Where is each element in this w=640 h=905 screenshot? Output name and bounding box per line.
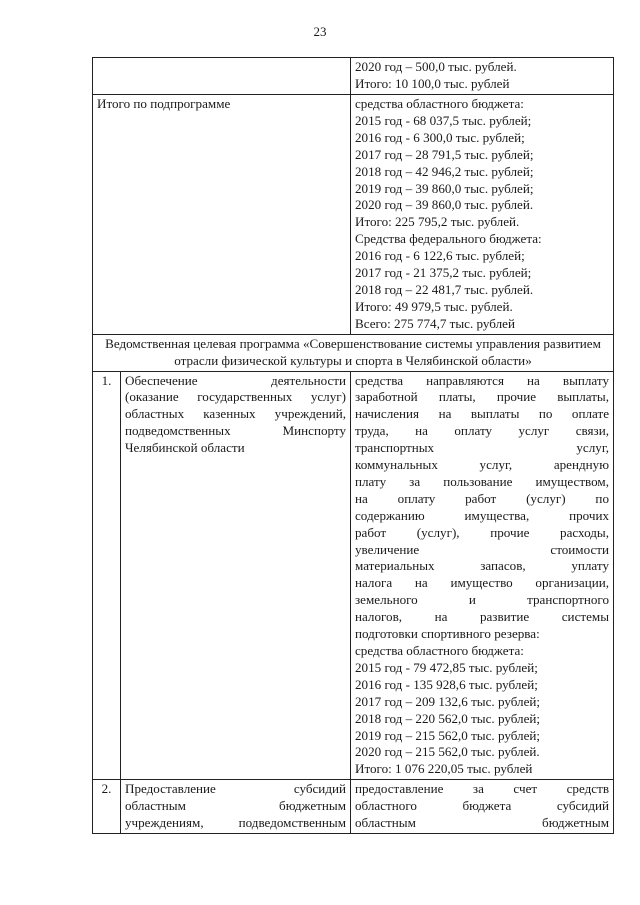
funding-line: 2019 год – 215 562,0 тыс. рублей; bbox=[355, 727, 541, 743]
item-description-cell bbox=[351, 371, 614, 780]
program-table bbox=[92, 57, 614, 834]
description-line: налога на имущество организации, bbox=[355, 575, 609, 591]
description-line: увеличение стоимости bbox=[355, 541, 609, 557]
subprogram-total-label: Итого по подпрограмме bbox=[93, 95, 351, 335]
funding-total-line: Итого: 10 100,0 тыс. рублей bbox=[355, 75, 510, 91]
funding-line: 2020 год – 500,0 тыс. рублей. bbox=[355, 59, 517, 74]
funding-line: 2017 год - 21 375,2 тыс. рублей; bbox=[355, 265, 532, 281]
description-line: налогов, на развитие системы bbox=[355, 609, 609, 625]
description-line: коммунальных услуг, арендную bbox=[355, 457, 609, 473]
table-row-subprogram-total bbox=[93, 95, 614, 335]
description-line: областного бюджета субсидий bbox=[355, 798, 609, 814]
item-name-line: областным бюджетным bbox=[125, 798, 346, 814]
funding-line: Средства федерального бюджета: bbox=[355, 231, 542, 247]
description-line: подготовки спортивного резерва: bbox=[355, 626, 540, 642]
funding-line: 2016 год - 135 928,6 тыс. рублей; bbox=[355, 676, 538, 692]
subprogram-total-funding-cell bbox=[351, 95, 614, 335]
description-line: заработной платы, прочие выплаты, bbox=[355, 389, 609, 405]
page-number: 23 bbox=[313, 24, 327, 39]
funding-line: 2015 год - 79 472,85 тыс. рублей; bbox=[355, 659, 538, 675]
item-name-line: Челябинской области bbox=[125, 440, 245, 456]
funding-total-line: Итого: 49 979,5 тыс. рублей. bbox=[355, 298, 513, 314]
funding-line: 2018 год – 22 481,7 тыс. рублей. bbox=[355, 281, 534, 297]
carryover-funding-cell bbox=[351, 58, 614, 95]
item-number: 1. bbox=[93, 371, 121, 780]
funding-line: 2017 год – 28 791,5 тыс. рублей; bbox=[355, 146, 534, 162]
grand-total-line: Всего: 275 774,7 тыс. рублей bbox=[355, 315, 515, 331]
description-line: средства направляются на выплату bbox=[355, 372, 609, 388]
description-line: областным бюджетным bbox=[355, 815, 609, 831]
item-name-cell bbox=[121, 780, 351, 834]
table-row-carryover bbox=[93, 58, 614, 95]
table-row-item-2 bbox=[93, 780, 614, 834]
funding-line: 2019 год – 39 860,0 тыс. рублей; bbox=[355, 180, 534, 196]
description-line: предоставление за счет средств bbox=[355, 781, 609, 797]
description-line: труда, на оплату услуг связи, bbox=[355, 423, 609, 439]
item-name-line: (оказание государственных услуг) bbox=[125, 389, 346, 405]
item-name-line: Обеспечение деятельности bbox=[125, 372, 346, 388]
item-name-line: Предоставление субсидий bbox=[125, 781, 346, 797]
table-row-item-1 bbox=[93, 371, 614, 780]
item-name-line: областных казенных учреждений, bbox=[125, 406, 346, 422]
item-description-cell bbox=[351, 780, 614, 834]
description-line: работ (услуг), прочие расходы, bbox=[355, 524, 609, 540]
funding-line: 2016 год - 6 300,0 тыс. рублей; bbox=[355, 129, 525, 145]
description-line: на оплату работ (услуг) по bbox=[355, 490, 609, 506]
item-name-cell bbox=[121, 371, 351, 780]
description-line: транспортных услуг, bbox=[355, 440, 609, 456]
description-line: плату за пользование имуществом, bbox=[355, 473, 609, 489]
funding-line: средства областного бюджета: bbox=[355, 643, 524, 658]
item-name-line: учреждениям, подведомственным bbox=[125, 815, 346, 831]
item-number: 2. bbox=[93, 780, 121, 834]
funding-line: 2015 год - 68 037,5 тыс. рублей; bbox=[355, 112, 532, 128]
funding-total-line: Итого: 225 795,2 тыс. рублей. bbox=[355, 214, 520, 230]
description-line: начисления на выплаты по оплате bbox=[355, 406, 609, 422]
empty-cell bbox=[93, 58, 351, 95]
funding-line: средства областного бюджета: bbox=[355, 96, 524, 111]
item-name-line: подведомственных Минспорту bbox=[125, 423, 346, 439]
funding-line: 2018 год – 42 946,2 тыс. рублей; bbox=[355, 163, 534, 179]
funding-line: 2016 год - 6 122,6 тыс. рублей; bbox=[355, 248, 525, 264]
description-line: материальных запасов, уплату bbox=[355, 558, 609, 574]
funding-line: 2018 год – 220 562,0 тыс. рублей; bbox=[355, 710, 541, 726]
section-header: Ведомственная целевая программа «Совершенствование системы управления развитием отрасли физической культуры и спорта в Челябинской области» bbox=[93, 334, 614, 371]
funding-total-line: Итого: 1 076 220,05 тыс. рублей bbox=[355, 761, 533, 777]
funding-line: 2017 год – 209 132,6 тыс. рублей; bbox=[355, 693, 541, 709]
funding-line: 2020 год – 215 562,0 тыс. рублей. bbox=[355, 744, 540, 760]
description-line: содержанию имущества, прочих bbox=[355, 507, 609, 523]
description-line: земельного и транспортного bbox=[355, 592, 609, 608]
funding-line: 2020 год – 39 860,0 тыс. рублей. bbox=[355, 197, 534, 213]
table-row-section-header bbox=[93, 334, 614, 371]
